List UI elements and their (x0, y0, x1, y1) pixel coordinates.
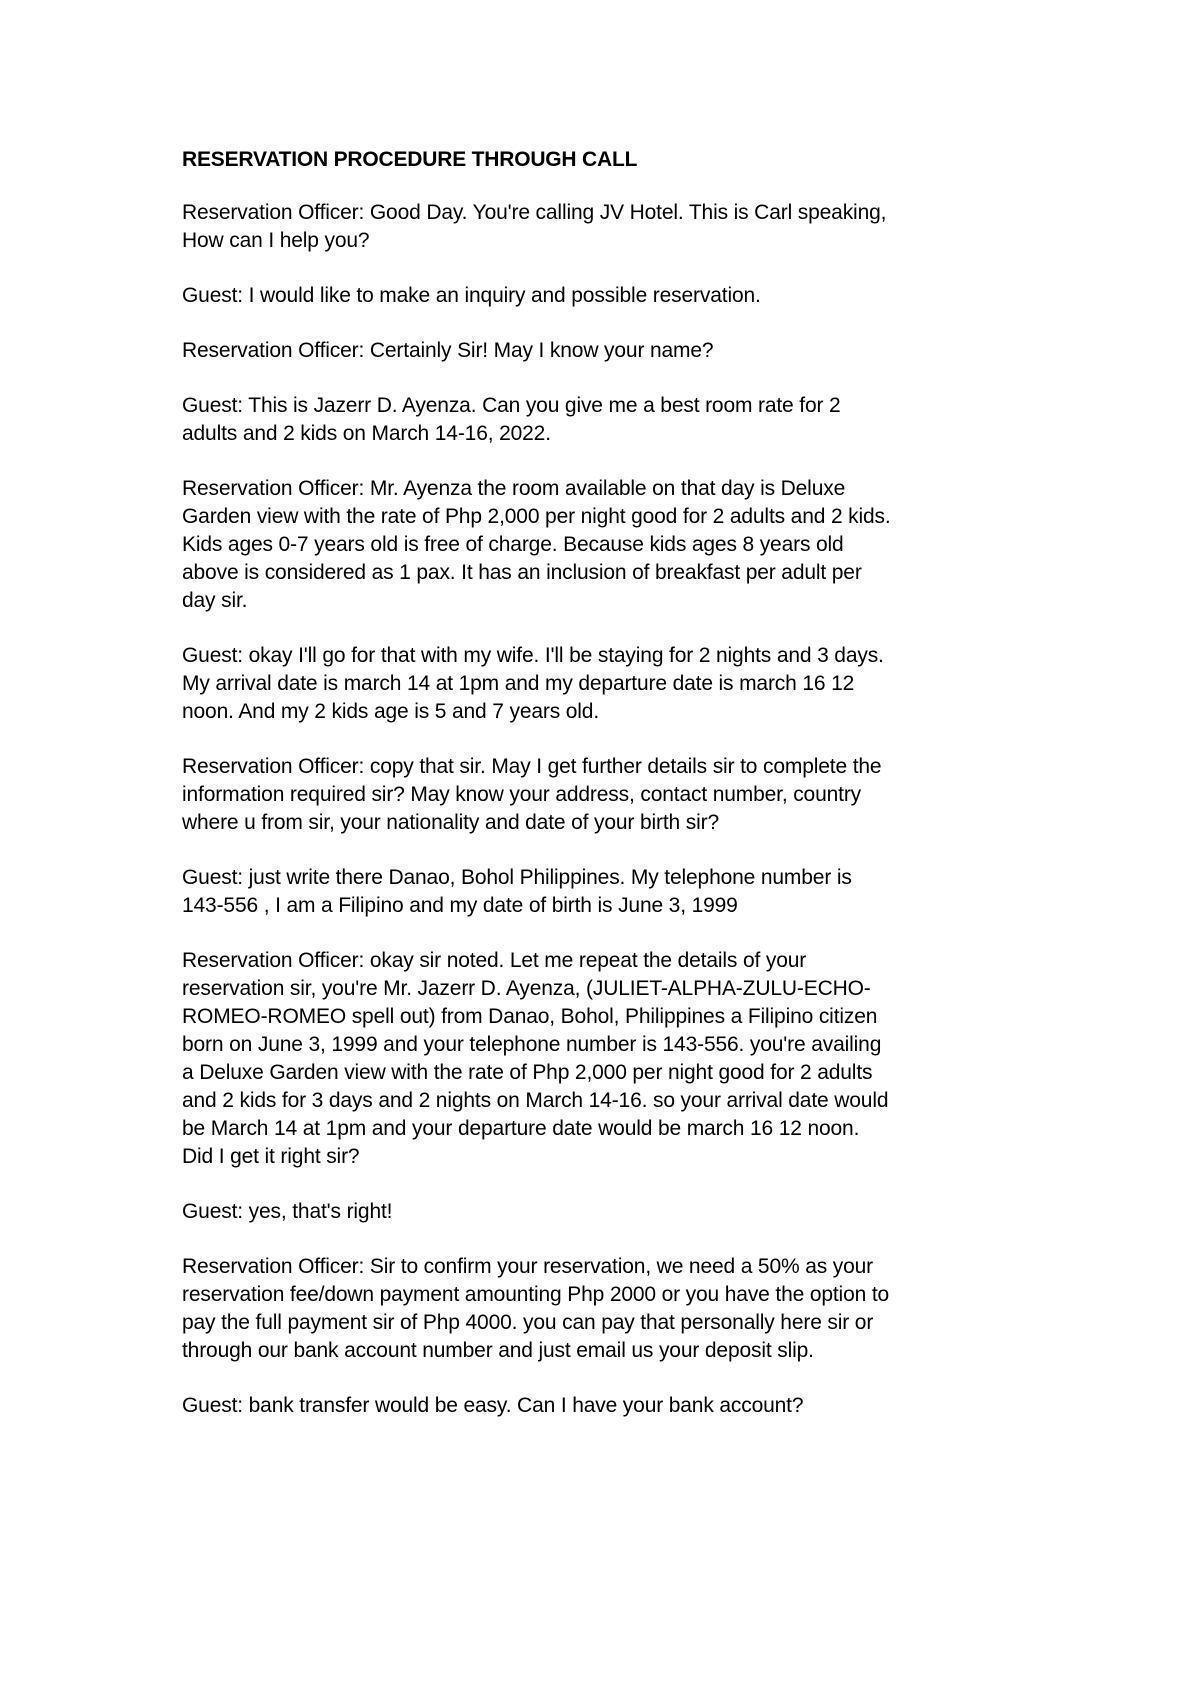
document-title: RESERVATION PROCEDURE THROUGH CALL (182, 148, 638, 171)
dialogue-paragraph: Guest: bank transfer would be easy. Can I have your bank account? (182, 1394, 804, 1417)
dialogue-paragraph: Reservation Officer: Sir to confirm your reservation, we need a 50% as your reservation fee/down payment amounting Php 2000 or you have the option to pay the full payment sir of Php 4000. you can pay that personally here sir or through our bank account number and just email us your deposit slip. (182, 1255, 890, 1362)
dialogue-paragraph: Guest: This is Jazerr D. Ayenza. Can you give me a best room rate for 2 adults and 2 kids on March 14-16, 2022. (182, 394, 841, 445)
dialogue-paragraph: Reservation Officer: Good Day. You're calling JV Hotel. This is Carl speaking, How can I help you? (182, 201, 887, 252)
dialogue-paragraph: Guest: just write there Danao, Bohol Philippines. My telephone number is 143-556 , I am a Filipino and my date of birth is June 3, 1999 (182, 866, 852, 917)
dialogue-paragraph: Guest: yes, that's right! (182, 1200, 393, 1223)
dialogue-paragraph: Reservation Officer: Mr. Ayenza the room available on that day is Deluxe Garden view with the rate of Php 2,000 per night good for 2 adults and 2 kids. Kids ages 0-7 years old is free of charge. Because kids ages 8 years old above is considered as 1 pax. It has an inclusion of breakfast per adult per day sir. (182, 477, 891, 612)
dialogue-paragraph: Guest: okay I'll go for that with my wife. I'll be staying for 2 nights and 3 days. My arrival date is march 14 at 1pm and my departure date is march 16 12 noon. And my 2 kids age is 5 and 7 years old. (182, 644, 884, 723)
dialogue-paragraph: Guest: I would like to make an inquiry and possible reservation. (182, 284, 761, 307)
dialogue-paragraph: Reservation Officer: copy that sir. May I get further details sir to complete the information required sir? May know your address, contact number, country where u from sir, your nationality and date of your birth sir? (182, 755, 882, 834)
dialogue-paragraph: Reservation Officer: okay sir noted. Let me repeat the details of your reservation sir, you're Mr. Jazerr D. Ayenza, (JULIET-ALPHA-ZULU-ECHO- ROMEO-ROMEO spell out) from Danao, Bohol, Philippines a Filipino citizen born on June 3, 1999 and your telephone number is 143-556. you're availing a Deluxe Garden view with the rate of Php 2,000 per night good for 2 adults and 2 kids for 3 days and 2 nights on March 14-16. so your arrival date would be March 14 at 1pm and your departure date would be march 16 12 noon. Did I get it right sir? (182, 949, 889, 1168)
document-body (182, 146, 1042, 1447)
dialogue-paragraph: Reservation Officer: Certainly Sir! May I know your name? (182, 339, 714, 362)
